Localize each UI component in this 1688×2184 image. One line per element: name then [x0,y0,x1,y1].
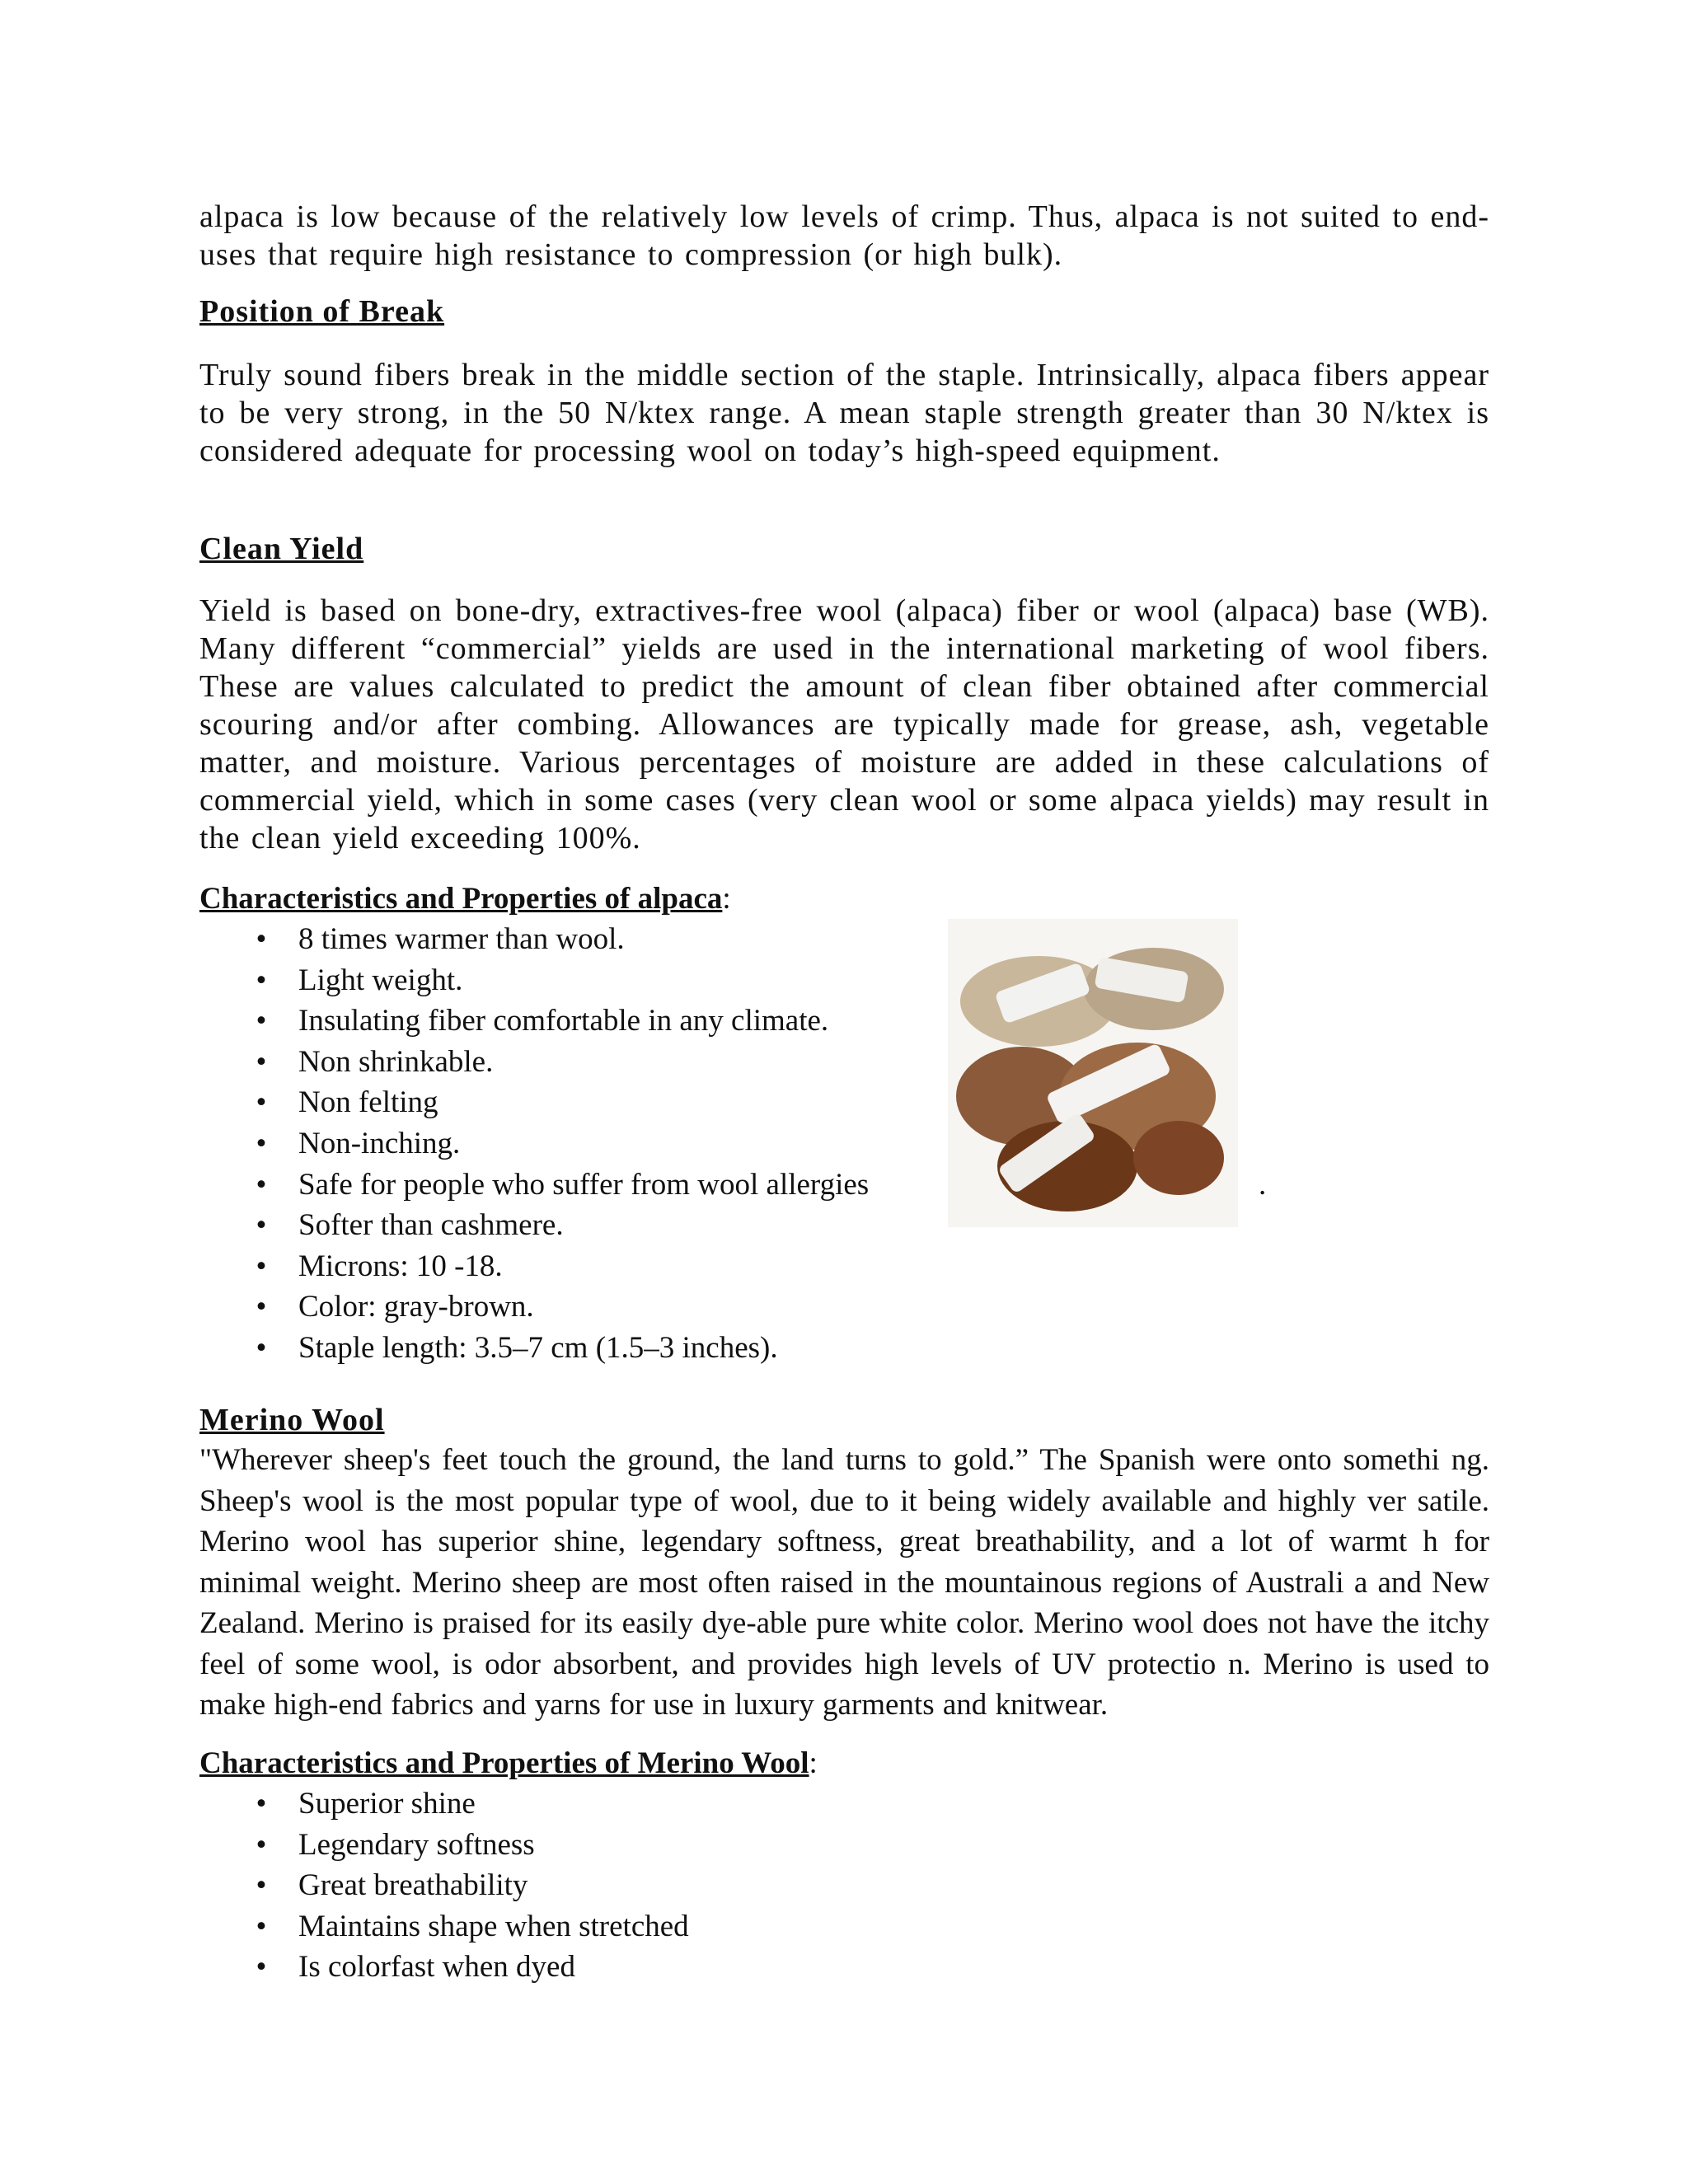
bullet-icon: • [256,1950,267,1985]
list-item: • Maintains shape when stretched [199,1906,689,1947]
list-item: • 8 times warmer than wool. [199,919,869,960]
bullet-icon: • [256,1004,267,1038]
alpaca-props-colon: : [722,882,731,916]
alpaca-yarn-photo [948,919,1238,1227]
bullet-icon: • [256,1126,267,1160]
intro-paragraph: alpaca is low because of the relatively low levels of crimp. Thus, alpaca is not suited to end-uses that require high resistance to compression (or high bulk). [199,199,1489,272]
list-item: • Is colorfast when dyed [199,1947,689,1988]
alpaca-props-heading: Characteristics and Properties of alpaca [199,882,723,916]
alpaca-props-heading-row [199,880,1489,918]
bullet-icon: • [256,1044,267,1079]
clean-yield-heading: Clean Yield [199,532,364,566]
merino-props-heading: Characteristics and Properties of Merino Wool [199,1746,809,1780]
merino-heading: Merino Wool [199,1403,385,1437]
list-item: • Light weight. [199,960,869,1001]
bullet-icon: • [256,963,267,997]
merino-section [199,1401,1489,1439]
bullet-icon: • [256,1249,267,1283]
bullet-icon: • [256,1909,267,1943]
clean-yield-body [199,592,1489,857]
trailing-period: . [1259,1167,1267,1202]
bullet-icon: • [256,1787,267,1821]
list-item: • Softer than cashmere. [199,1205,869,1246]
merino-props-list [199,1783,689,1988]
list-item: • Insulating fiber comfortable in any climate. [199,1001,869,1042]
merino-props-colon: : [809,1746,818,1780]
bullet-icon: • [256,1868,267,1903]
list-item: • Legendary softness [199,1825,689,1866]
position-of-break-heading: Position of Break [199,294,445,329]
bullet-icon: • [256,1290,267,1324]
list-item: • Superior shine [199,1783,689,1825]
merino-props-heading-row [199,1745,1489,1783]
position-of-break-paragraph: Truly sound fibers break in the middle section of the staple. Intrinsically, alpaca fibers appear to be very strong, in the 50 N/ktex range. A mean staple strength greater than 30 N/ktex is considered adequate for processing wool on today’s high-speed equipment. [199,358,1489,468]
alpaca-props-list [199,919,1267,1369]
clean-yield-section [199,530,1489,568]
list-item: • Non-inching. [199,1123,869,1165]
bullet-icon: • [256,1827,267,1862]
list-item: • Color: gray-brown. [199,1286,869,1328]
intro-block [199,198,1489,274]
bullet-icon: • [256,1167,267,1202]
list-item: • Non felting [199,1082,869,1123]
clean-yield-paragraph: Yield is based on bone-dry, extractives-free wool (alpaca) fiber or wool (alpaca) base (WB). Many different “commercial” yields are used in the international marketing of wool fibers. These are values calculated to predict the amount of clean fiber obtained after commercial scouring and/or after combing. Allowances are typically made for grease, ash, vegetable matter, and moisture. Various percentages of moisture are added in these calculations of commercial yield, which in some cases (very clean wool or some alpaca yields) may result in the clean yield exceeding 100%. [199,593,1489,855]
list-item: • Microns: 10 -18. [199,1246,869,1287]
list-item: • Safe for people who suffer from wool allergies . [199,1165,869,1206]
bullet-icon: • [256,1208,267,1243]
bullet-icon: • [256,1085,267,1120]
merino-paragraph: "Wherever sheep's feet touch the ground, the land turns to gold.” The Spanish were onto somethi ng. Sheep's wool is the most popular type of wool, due to it being widely available and highly ver satile. Merino wool has superior shine, legendary softness, great breathability, and a lot of warmt h for minimal weight. Merino sheep are most often raised in the mountainous regions of Australi a and New Zealand. Merino is praised for its easily dye-able pure white color. Merino wool does not have the itchy feel of some wool, is odor absorbent, and provides high levels of UV protectio n. Merino is used to make high-end fabrics and yarns for use in luxury garments and knitwear. [199,1443,1489,1722]
list-item: • Staple length: 3.5–7 cm (1.5–3 inches). [199,1328,869,1369]
list-item: • Non shrinkable. [199,1042,869,1083]
position-of-break-body [199,356,1489,470]
list-item: • Great breathability [199,1865,689,1906]
bullet-icon: • [256,1330,267,1365]
bullet-icon: • [256,922,267,956]
merino-body [199,1440,1489,1726]
position-of-break-section [199,293,1489,330]
